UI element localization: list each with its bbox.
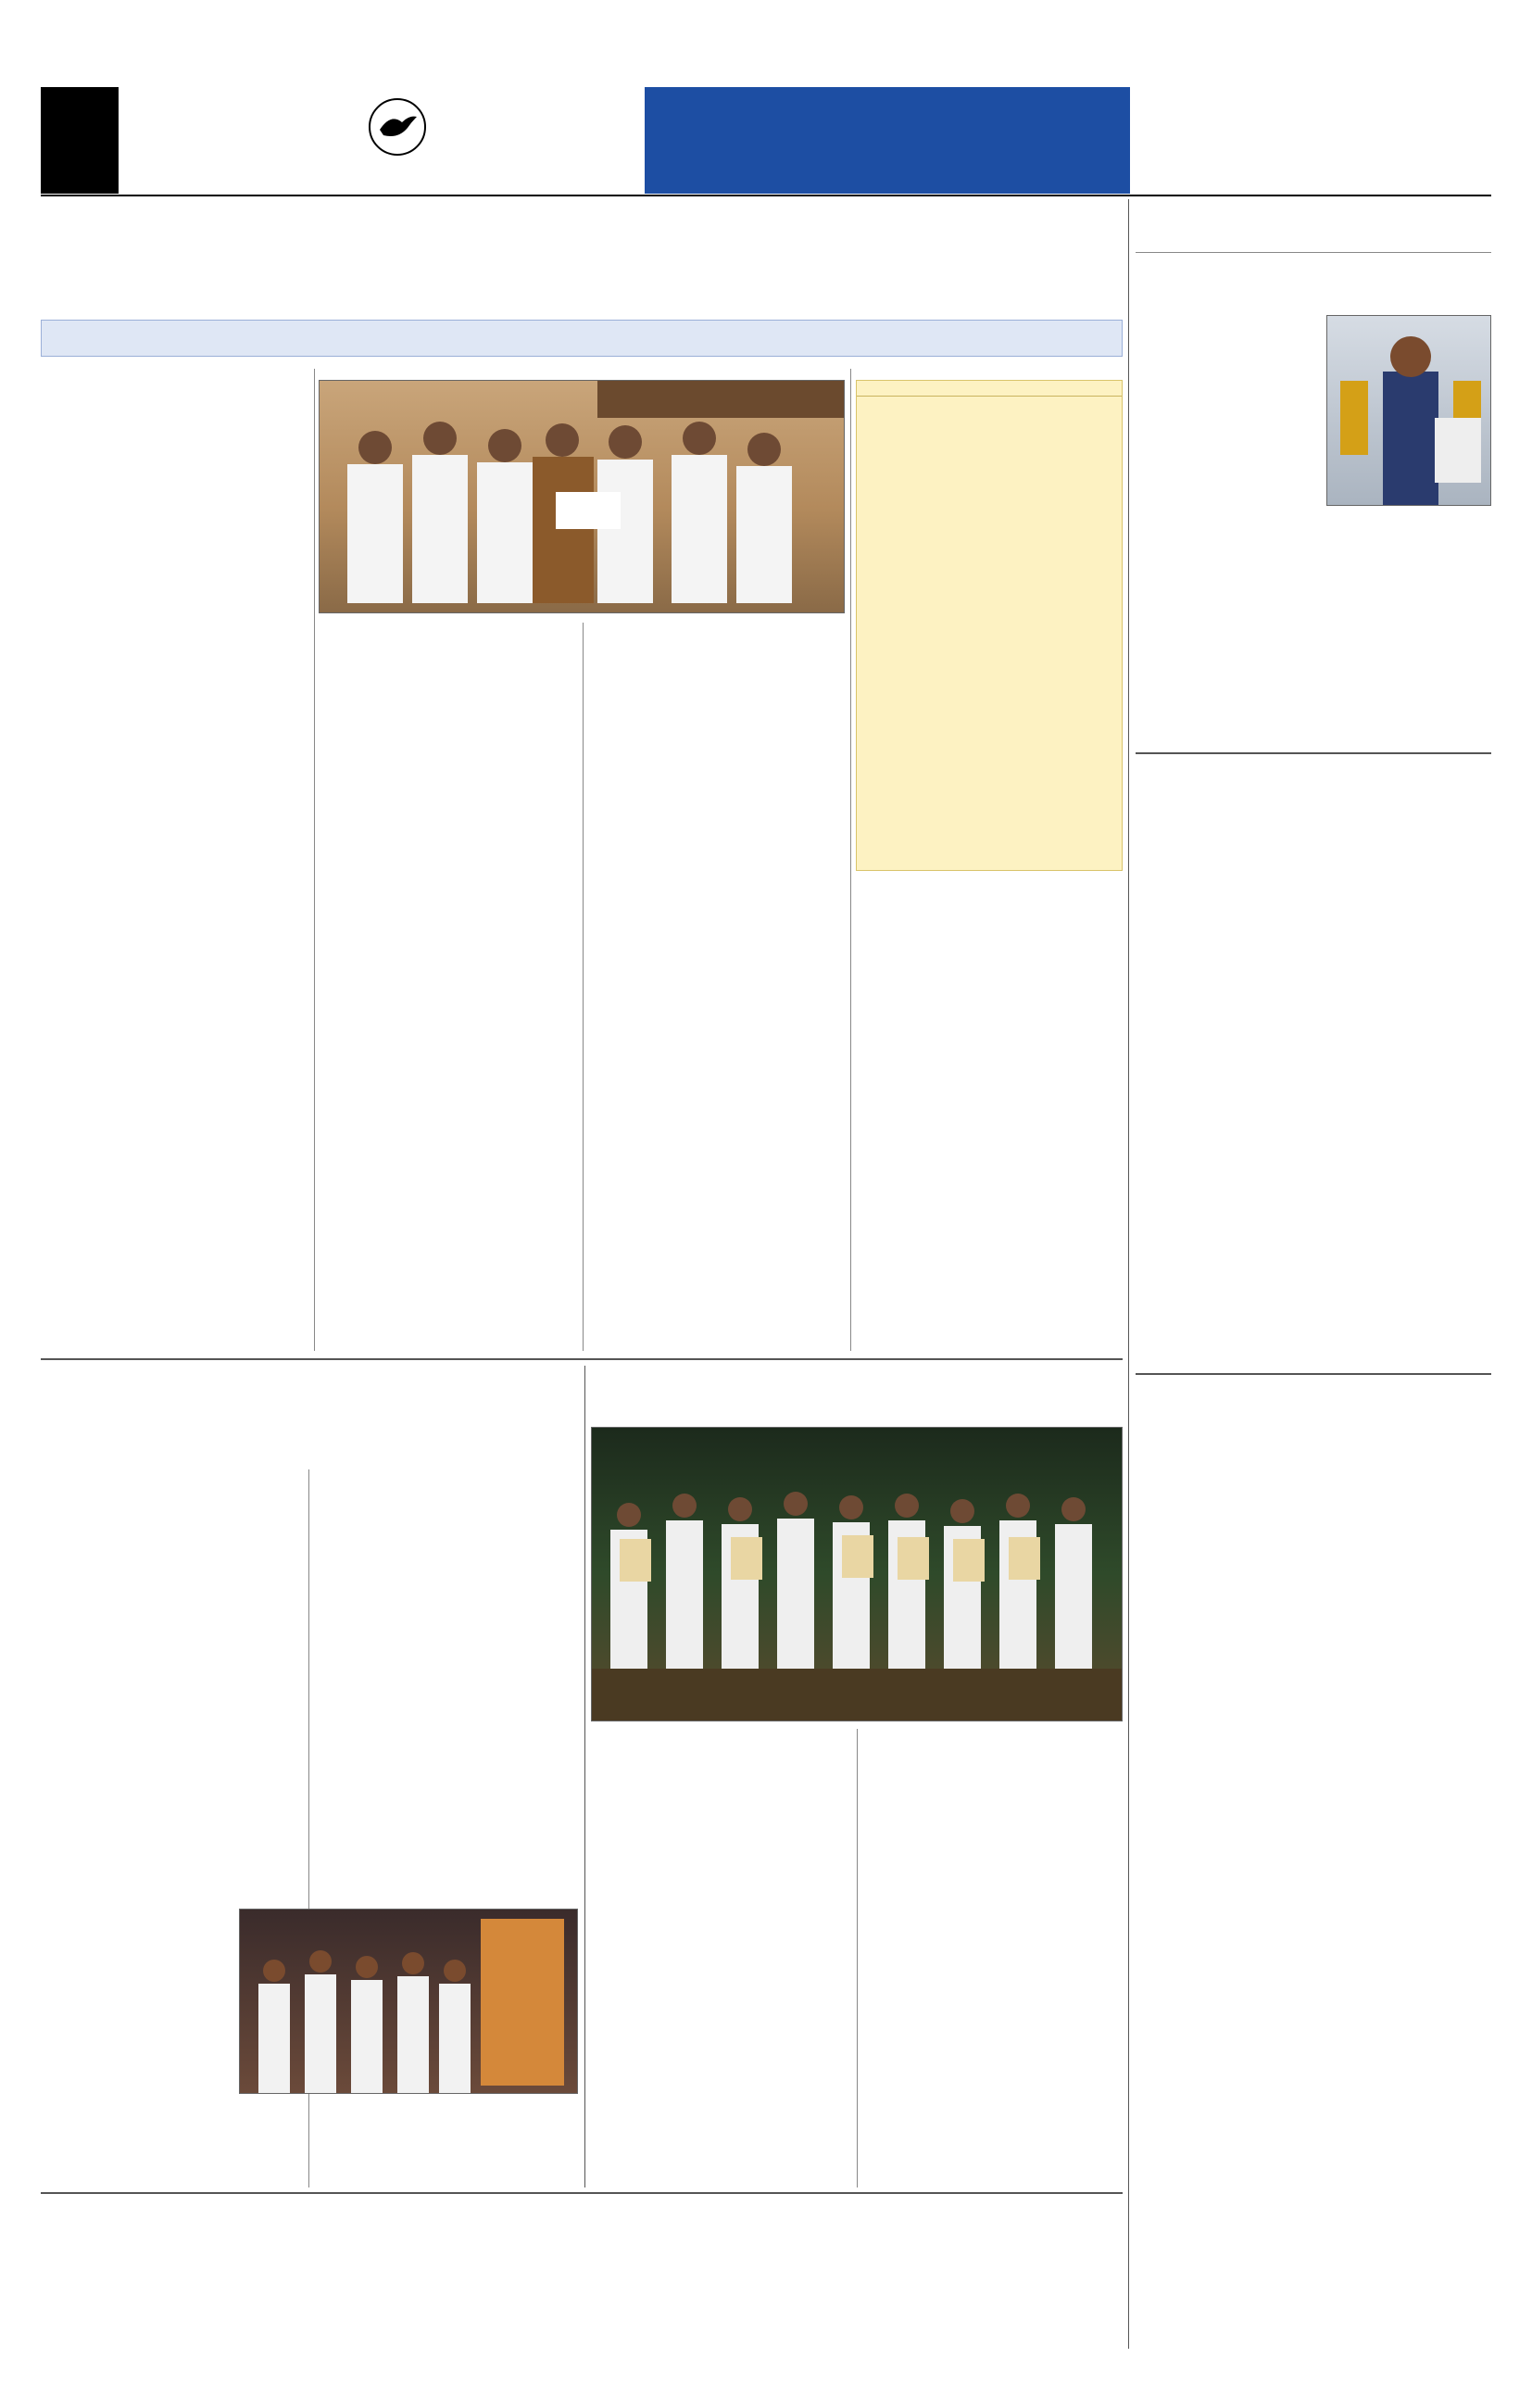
athlete-with-trophy-icon — [1327, 316, 1491, 506]
camp-body-box — [1136, 1482, 1491, 2349]
sports-body-top — [1136, 261, 1321, 624]
lead-col-1 — [41, 369, 309, 1351]
divider — [1136, 752, 1491, 754]
birsa1-kicker — [41, 1366, 578, 1403]
sports-top — [1136, 259, 1321, 649]
infra-tail-body — [856, 880, 1123, 1351]
sports-body-bottom — [1136, 649, 1491, 746]
divider — [1136, 252, 1491, 253]
paper-logo — [126, 87, 682, 169]
divider — [584, 1366, 585, 2187]
sports-bottom — [1136, 649, 1491, 746]
lead-col-3 — [587, 623, 845, 1351]
divider — [1136, 1373, 1491, 1375]
ksrtc-body-box — [1136, 854, 1491, 1368]
dove-icon — [370, 100, 424, 154]
camp-head — [1136, 1379, 1491, 1475]
sports-headline — [1136, 199, 1491, 249]
lead-headline — [41, 208, 1123, 310]
lead-body-1 — [41, 371, 309, 1325]
birsa1-headline — [41, 1405, 578, 1460]
infra-sidebar-body — [857, 397, 1122, 813]
people-holding-portraits-icon — [592, 1428, 1123, 1721]
divider — [1128, 199, 1129, 2349]
section-title-box — [645, 87, 1130, 194]
lead-subhead-bar — [41, 320, 1123, 357]
tree-col-1 — [591, 1729, 852, 2187]
birsa1-col-2 — [313, 1469, 578, 1901]
camp-body — [1136, 1484, 1491, 2326]
divider — [314, 369, 315, 1351]
ksrtc-body — [1136, 856, 1491, 1345]
tree-headline — [591, 1371, 1123, 1418]
divider — [41, 1358, 1123, 1360]
tree-photo — [591, 1427, 1123, 1721]
masthead-rule — [41, 195, 1491, 196]
lead-body-2 — [319, 623, 578, 1351]
lead-photo-officials — [319, 380, 845, 613]
infra-sidebar-box — [856, 380, 1123, 871]
divider — [850, 369, 851, 1351]
athlete-photo — [1326, 315, 1491, 506]
birsa1-event-photo — [239, 1909, 578, 2094]
tree-body-1 — [591, 1731, 852, 2164]
birsa1-body-2 — [313, 1469, 578, 1901]
infra-sidebar-title — [857, 381, 1122, 397]
ksrtc-head — [1136, 760, 1491, 849]
masthead-right — [1143, 87, 1491, 194]
tree-body-2 — [861, 1729, 1123, 2187]
dove-emblem-icon — [369, 98, 426, 156]
divider — [583, 623, 584, 1351]
infra-tail — [856, 880, 1123, 1351]
tree-col-2 — [861, 1729, 1123, 2187]
divider — [857, 1729, 858, 2187]
divider — [41, 2192, 1123, 2194]
masthead — [41, 87, 1491, 194]
group-of-people-icon — [320, 381, 845, 613]
stage-event-icon — [240, 1910, 578, 2094]
lead-body-3 — [587, 623, 845, 1351]
page-number — [41, 87, 119, 194]
lead-col-2 — [319, 623, 578, 1351]
